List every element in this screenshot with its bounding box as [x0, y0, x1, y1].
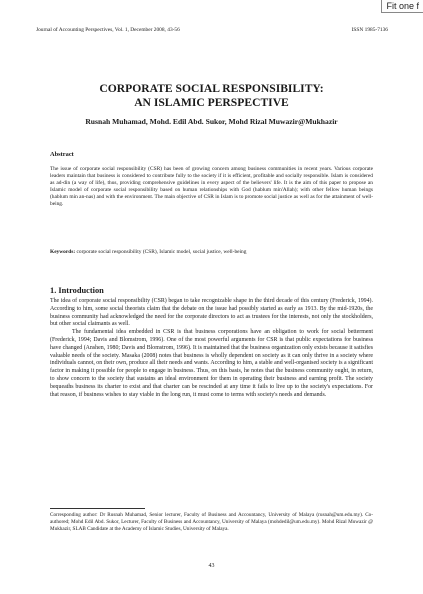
issn: ISSN 1985-7136	[351, 27, 388, 33]
abstract-text: The issue of corporate social responsibility (CSR) has been of growing concern among business communities in recent years. Various corporate leaders maintain that business is considered to contribute fully to the society if it is efficient, profitable and socially responsible. Islam is considered as ad-din (a way of life), thus, providing comprehensive guidelines in every aspect of the believers' life. It is the aim of this paper to propose an Islamic model of corporate social responsibility based on human relationships with God (hablum min'Allah); with other fellow human beings (hablum min an-nas) and with the environment. The main objective of CSR in Islam is to promote social justice as well as for the attainment of well-being.	[50, 166, 373, 208]
keywords-label: Keywords:	[50, 249, 76, 255]
paper-title-line-1: CORPORATE SOCIAL RESPONSIBILITY:	[99, 82, 324, 95]
fit-page-button[interactable]: Fit one f	[381, 0, 423, 13]
page-number: 43	[208, 563, 215, 569]
keywords	[50, 249, 373, 256]
journal-citation: Journal of Accounting Perspectives, Vol. 1, December 2008, 43-56	[36, 27, 180, 33]
footnote: Corresponding author: Dr Rusnah Muhamad, Senior lecturer, Faculty of Business and Accountancy, University of Malaya (rusnah@um.edu.my). Co-authored; Mohd Edil Abd. Sukor, Lecturer, Faculty of Business and Accountancy, University of Malaya (mohdedil@um.edu.my). Mohd Rizal Muwazir @ Mukhazir, SLAB Candidate at the Academy of Islamic Studies, University of Malaya.	[50, 512, 373, 532]
abstract-heading: Abstract	[50, 151, 74, 158]
footnote-divider	[50, 508, 145, 509]
paper-title-line-2: AN ISLAMIC PERSPECTIVE	[134, 96, 289, 109]
keywords-text: corporate social responsibility (CSR), Islamic model, social justice, well-being	[76, 249, 247, 255]
paragraph: The idea of corporate social responsibility (CSR) began to take recognizable shape in the third decade of this century (Frederick, 1994). According to him, some social theorists claim that the debate on the issue had possibly started as early as 1913. By the mid-1920s, the business community had acknowledged the need for the corporate directors to act as trustees for the interests, not only the stockholders, but other social claimants as well.	[50, 298, 373, 328]
author-list: Rusnah Muhamad, Mohd. Edil Abd. Sukor, Mohd Rizal Muwazir@Mukhazir	[85, 117, 338, 126]
running-header	[36, 27, 388, 34]
paragraph: The fundamental idea embedded in CSR is that business corporations have an obligation to work for social betterment (Frederick, 1994; Davis and Blomstrom, 1996). One of the most powerful arguments for CSR is that public expectations for business have changed (Anshen, 1980; Davis and Blomstrom, 1996). It is maintained that the business organization only exists because it satisfies valuable needs of the society. Masaka (2008) notes that business is wholly dependent on society as it can only thrive in a society where individuals cannot, on their own, produce all their needs and wants. According to him, a stable and well-organised society is a significant factor in making it possible for people to engage in business. Thus, on this basis, he notes that the business community ought, in return, to show concern to the society that sustains an ideal environment for them in operating their business and earning profit. The society bequeaths business its charter to exist and that charter can be rescinded at any time it fails to live up to the society's expectations. For that reason, if business wishes to stay viable in the long run, it must come to terms with society's needs and demands.	[50, 329, 373, 398]
introduction-body	[50, 298, 373, 399]
section-heading: 1. Introduction	[50, 286, 104, 295]
